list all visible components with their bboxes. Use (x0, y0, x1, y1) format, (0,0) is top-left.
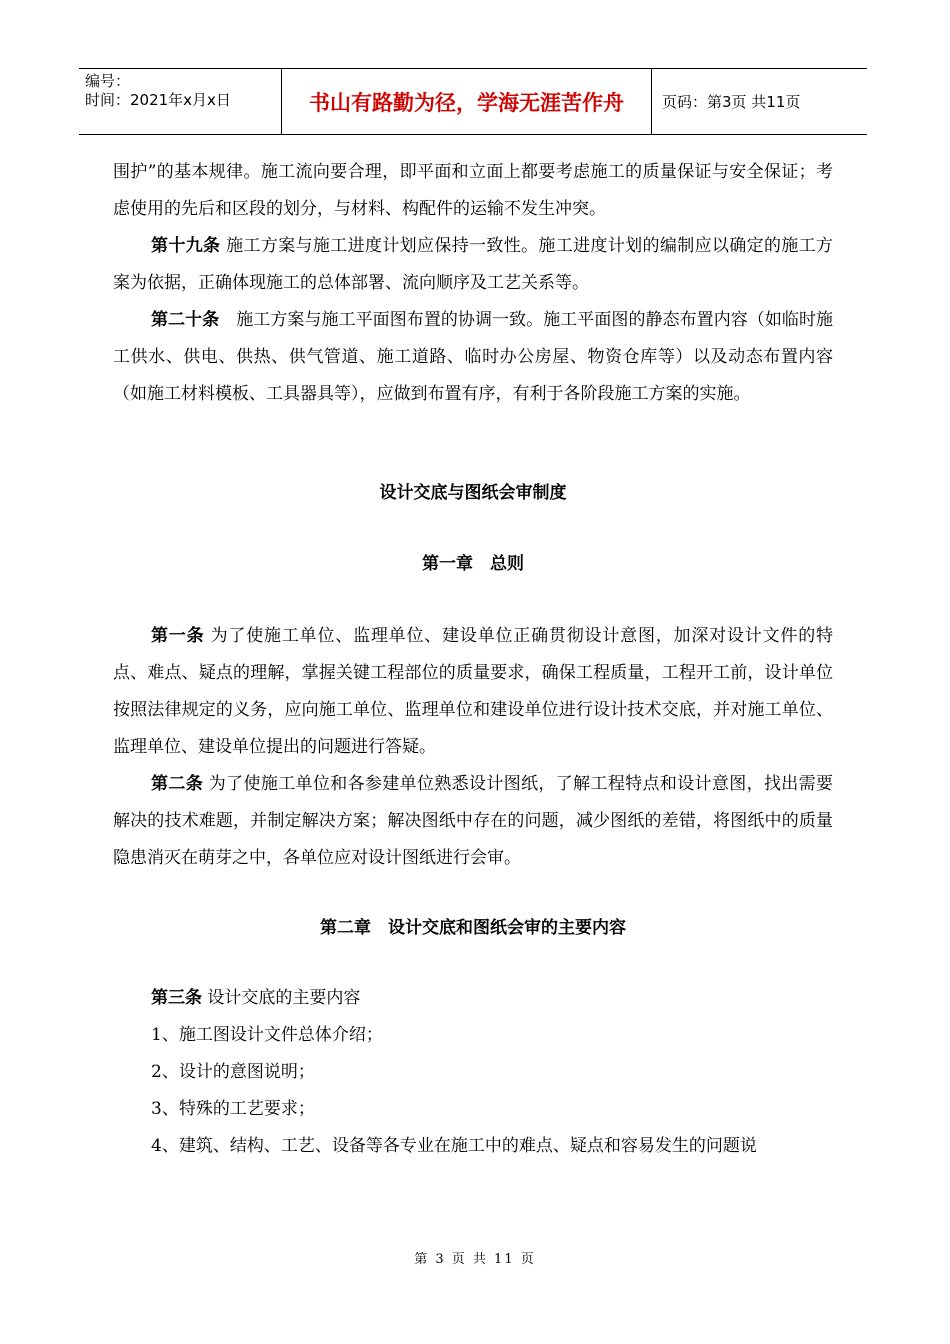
article-20-text: 施工方案与施工平面图布置的协调一致。施工平面图的静态布置内容（如临时施工供水、供电、供热、供气管道、施工道路、临时办公房屋、物资仓库等）以及动态布置内容（如施工材料模板、工具器具等），应做到布置有序，有利于各阶段施工方案的实施。 (113, 310, 834, 404)
chapter-1-heading: 第一章 总则 (422, 554, 524, 574)
number-label: 编号： (85, 72, 131, 90)
list-item: 4、建筑、结构、工艺、设备等各专业在施工中的难点、疑点和容易发生的问题说 (151, 1136, 757, 1156)
article-19-label: 第十九条 (151, 236, 221, 256)
page-header (79, 68, 867, 135)
list-item: 1、施工图设计文件总体介绍； (151, 1025, 383, 1045)
time-label: 时间：2021年x月x日 (85, 91, 231, 109)
header-page-info: 页码：第3页 共11页 (662, 93, 801, 111)
article-19-text: 施工方案与施工进度计划应保持一致性。施工进度计划的编制应以确定的施工方案为依据，正确体现施工的总体部署、流向顺序及工艺关系等。 (113, 236, 834, 293)
content-list (113, 1017, 833, 1165)
document-body (113, 154, 833, 1165)
intro-paragraph: 围护”的基本规律。施工流向要合理，即平面和立面上都要考虑施工的质量保证与安全保证；考虑使用的先后和区段的划分，与材料、构配件的运输不发生冲突。 (113, 162, 833, 219)
header-meta (79, 69, 281, 134)
article-2 (113, 766, 833, 877)
header-motto: 书山有路勤为径，学海无涯苦作舟 (281, 69, 652, 134)
article-3-text: 设计交底的主要内容 (202, 988, 361, 1008)
article-1-label: 第一条 (151, 626, 205, 646)
document-title: 设计交底与图纸会审制度 (379, 483, 567, 503)
article-20-label: 第二十条 (151, 310, 220, 330)
article-2-label: 第二条 (151, 774, 204, 794)
chapter-2-heading: 第二章 设计交底和图纸会审的主要内容 (320, 918, 626, 938)
article-3-label: 第三条 (151, 988, 202, 1008)
page-footer: 第 3 页 共 11 页 (414, 1252, 536, 1267)
article-19 (113, 228, 833, 302)
article-1 (113, 618, 833, 766)
article-2-text: 为了使施工单位和各参建单位熟悉设计图纸，了解工程特点和设计意图，找出需要解决的技术难题，并制定解决方案；解决图纸中存在的问题，减少图纸的差错，将图纸中的质量隐患消灭在萌芽之中，各单位应对设计图纸进行会审。 (113, 774, 833, 868)
list-item: 2、设计的意图说明； (151, 1062, 315, 1082)
article-1-text: 为了使施工单位、监理单位、建设单位正确贯彻设计意图，加深对设计文件的特点、难点、疑点的理解，掌握关键工程部位的质量要求，确保工程质量，工程开工前，设计单位按照法律规定的义务，应向施工单位、监理单位和建设单位进行设计技术交底，并对施工单位、监理单位、建设单位提出的问题进行答疑。 (113, 626, 834, 757)
article-3 (113, 980, 833, 1017)
list-item: 3、特殊的工艺要求； (151, 1099, 315, 1119)
article-20 (113, 302, 833, 413)
